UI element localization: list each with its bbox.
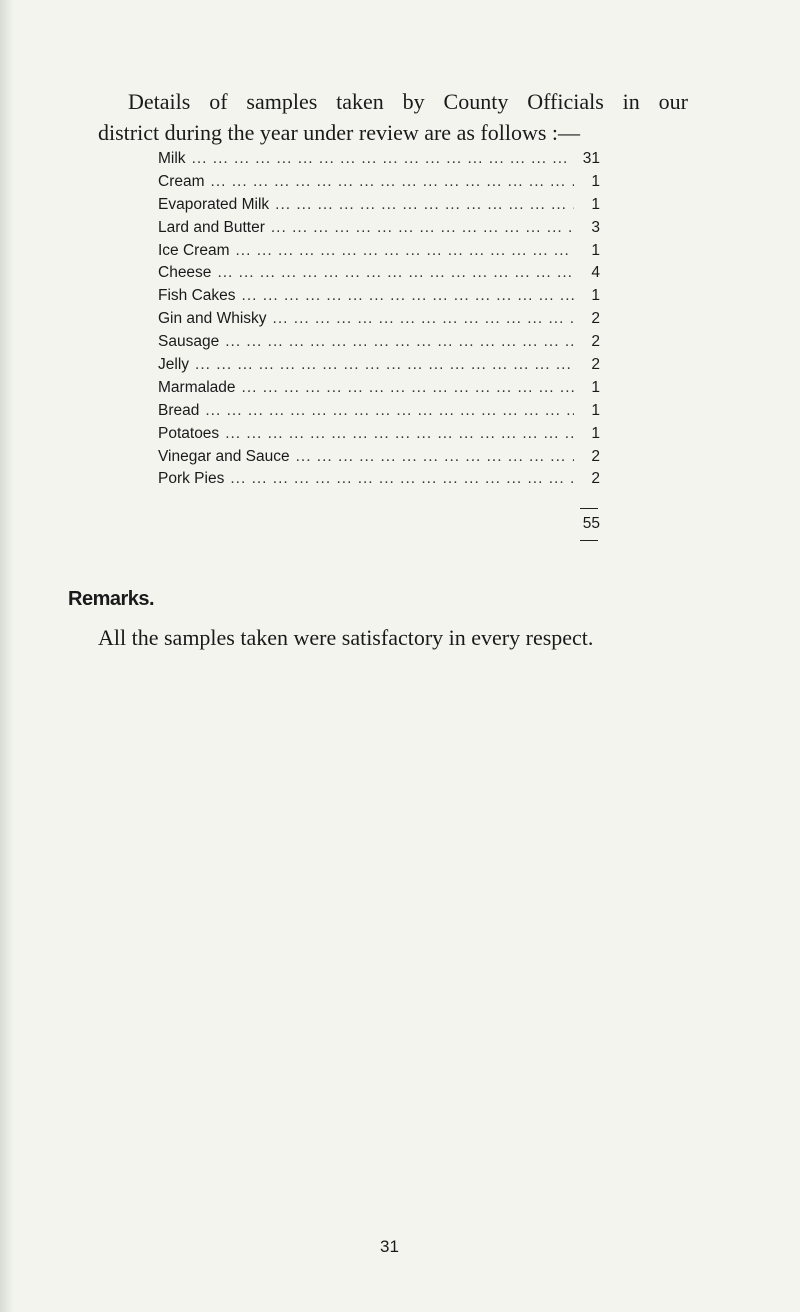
dot-leader: [273, 308, 574, 331]
sample-name: Bread: [158, 401, 200, 419]
sample-row-bread: [158, 400, 600, 423]
sample-count: 2: [591, 356, 600, 374]
sample-row-gin-and-whisky: [158, 308, 600, 331]
sample-row-cream: [158, 171, 600, 194]
sample-count: 1: [591, 241, 600, 259]
remarks-heading: Remarks.: [68, 588, 155, 610]
sample-row-lard-and-butter: [158, 217, 600, 240]
dot-leader: [271, 217, 574, 240]
samples-list: [158, 148, 600, 491]
dot-leader: [236, 240, 575, 263]
sample-name: Pork Pies: [158, 470, 225, 488]
sample-name: Gin and Whisky: [158, 310, 267, 328]
dot-leader: [195, 354, 574, 377]
sample-row-ice-cream: [158, 240, 600, 263]
sample-name: Marmalade: [158, 378, 236, 396]
total-rule-bottom: [580, 540, 598, 541]
remarks-text: All the samples taken were satisfactory in every respect.: [98, 625, 594, 650]
total-block: [560, 508, 600, 541]
sample-row-evaporated-milk: [158, 194, 600, 217]
sample-count: 1: [591, 378, 600, 396]
sample-row-fish-cakes: [158, 285, 600, 308]
sample-name: Cheese: [158, 264, 212, 282]
dot-leader: [275, 194, 574, 217]
total-rule-top: [580, 508, 598, 509]
sample-count: 1: [591, 172, 600, 190]
sample-count: 3: [591, 218, 600, 236]
samples-total: 55: [582, 515, 600, 532]
dot-leader: [296, 446, 574, 469]
sample-name: Lard and Butter: [158, 218, 265, 236]
sample-row-pork-pies: [158, 468, 600, 491]
sample-count: 2: [591, 470, 600, 488]
sample-row-sausage: [158, 331, 600, 354]
intro-line-2: district during the year under review are as follows :—: [98, 120, 581, 145]
page-number: 31: [380, 1237, 399, 1256]
sample-row-milk: [158, 148, 600, 171]
dot-leader: [192, 148, 574, 171]
sample-row-jelly: [158, 354, 600, 377]
dot-leader: [242, 285, 574, 308]
sample-count: 31: [582, 150, 600, 167]
dot-leader: [225, 331, 574, 354]
sample-row-cheese: [158, 262, 600, 285]
sample-name: Cream: [158, 172, 205, 190]
dot-leader: [217, 262, 574, 285]
page-edge-shadow: [0, 0, 14, 1312]
sample-count: 1: [591, 401, 600, 419]
sample-count: 1: [591, 424, 600, 442]
dot-leader: [230, 468, 574, 491]
sample-count: 4: [591, 264, 600, 282]
sample-name: Ice Cream: [158, 241, 230, 259]
sample-name: Evaporated Milk: [158, 195, 270, 213]
sample-count: 2: [591, 333, 600, 351]
dot-leader: [242, 377, 574, 400]
sample-row-vinegar-and-sauce: [158, 446, 600, 469]
sample-count: 2: [591, 447, 600, 465]
sample-count: 2: [591, 310, 600, 328]
dot-leader: [225, 423, 574, 446]
sample-row-marmalade: [158, 377, 600, 400]
sample-name: Potatoes: [158, 424, 220, 442]
sample-name: Vinegar and Sauce: [158, 447, 290, 465]
sample-count: 1: [591, 195, 600, 213]
intro-line-1: Details of samples taken by County Officials in our: [128, 89, 688, 114]
sample-row-potatoes: [158, 423, 600, 446]
sample-name: Milk: [158, 150, 186, 167]
sample-name: Jelly: [158, 356, 190, 374]
sample-name: Fish Cakes: [158, 287, 236, 305]
dot-leader: [211, 171, 574, 194]
intro-paragraph: [98, 86, 688, 148]
sample-name: Sausage: [158, 333, 220, 351]
sample-count: 1: [591, 287, 600, 305]
dot-leader: [205, 400, 574, 423]
